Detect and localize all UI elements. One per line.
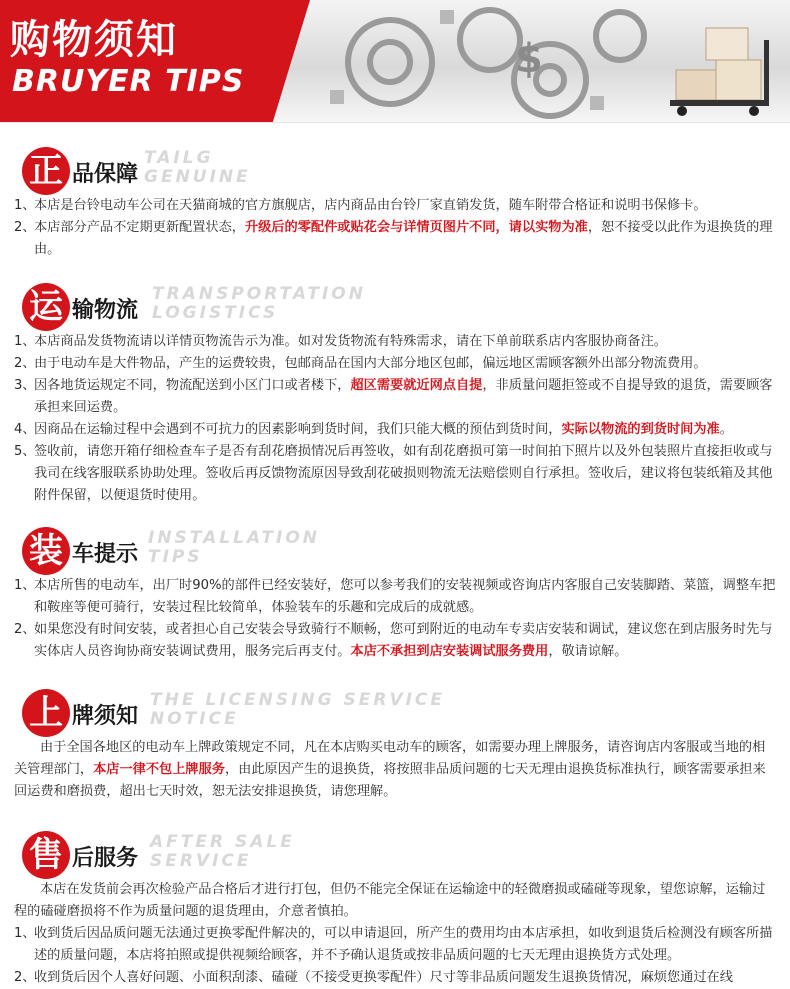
- item-text: 因商品在运输过程中会遇到不可抗力的因素影响到货时间，我们只能大概的预估到货时间，: [34, 422, 562, 437]
- list-item: [14, 923, 776, 967]
- item-number: 5、: [14, 444, 36, 459]
- item-text: ，非质量问题拒签或不自提导致的退货，需要顾客承担来回运费。: [34, 378, 773, 415]
- section-title: 车提示: [72, 542, 139, 567]
- item-text: 收到货后因个人喜好问题、小面积刮漆、磕碰（不接受更换零配件）尺寸等非品质问题发生退换货情况，麻烦您通过在线: [34, 970, 733, 985]
- item-text: 签收前，请您开箱仔细检查车子是否有刮花磨损情况后再签收，如有刮花磨损可第一时间拍下照片以及外包装照片直接拒收或与我司在线客服联系协助处理。签收后再反馈物流原因导致刮花破损则物流无法赔偿则自行承担。签收后，建议将包装纸箱及其他附件保留，以便退货时使用。: [34, 444, 773, 503]
- cart-boxes-illustration: [666, 10, 776, 120]
- item-text: 因各地货运规定不同，物流配送到小区门口或者楼下，: [34, 378, 351, 393]
- gears-illustration: [300, 0, 680, 122]
- watermark-line: TAILG: [144, 148, 214, 168]
- item-text: 由于电动车是大件物品，产生的运费较贵，包邮商品在国内大部分地区包邮，偏远地区需顾客额外出部分物流费用。: [34, 356, 707, 371]
- section-header: [14, 823, 776, 879]
- list-item: [14, 619, 776, 663]
- item-text: 本店部分产品不定期更新配置状态，: [34, 220, 245, 235]
- section-header: [14, 681, 776, 737]
- item-text: ，恕不接受以此作为退换货的理由。: [34, 220, 773, 257]
- item-text: 本店商品发货物流请以详情页物流告示为准。如对发货物流有特殊需求，请在下单前联系店内客服协商备注。: [34, 334, 667, 349]
- section-3: [0, 681, 790, 803]
- list-item: [14, 419, 776, 441]
- section-title: 输物流: [72, 298, 139, 323]
- section-items: [14, 331, 776, 507]
- svg-text:$: $: [515, 36, 543, 82]
- item-number: 2、: [14, 356, 36, 371]
- watermark-line: NOTICE: [150, 709, 239, 729]
- watermark-line: INSTALLATION: [148, 528, 321, 548]
- item-number: 1、: [14, 334, 36, 349]
- item-number: 1、: [14, 578, 36, 593]
- item-text: 。: [719, 422, 733, 437]
- section-badge: 装: [22, 527, 70, 575]
- section-header: [14, 275, 776, 331]
- section-items: [14, 879, 776, 989]
- section-header: [14, 519, 776, 575]
- item-number: 2、: [14, 220, 36, 235]
- highlight-text: 本店不承担到店安装调试服务费用: [350, 644, 549, 659]
- item-text: 本店所售的电动车，出厂时90%的部件已经安装好，您可以参考我们的安装视频或咨询店内客服自己安装脚踏、菜篮，调整车把和鞍座等便可骑行，安装过程比较简单，体验装车的乐趣和完成后的成就感。: [34, 578, 776, 615]
- section-0: [0, 139, 790, 261]
- list-item: [14, 737, 776, 803]
- item-text: ，敬请谅解。: [548, 644, 628, 659]
- watermark-line: TRANSPORTATION: [152, 284, 366, 304]
- list-item: [14, 967, 776, 989]
- item-number: 2、: [14, 622, 36, 637]
- list-item: [14, 195, 776, 217]
- watermark-line: THE LICENSING SERVICE: [150, 690, 446, 710]
- item-text: ，由此原因产生的退换货，将按照非品质问题的七天无理由退换货标准执行，顾客需要承担来回运费和磨损费，超出七天时效，恕无法安排退换货，请您理解。: [14, 762, 766, 799]
- section-title: 牌须知: [72, 704, 139, 729]
- section-title: 后服务: [72, 846, 139, 871]
- item-number: 1、: [14, 926, 36, 941]
- list-item: [14, 575, 776, 619]
- section-english-watermark: [150, 691, 445, 729]
- item-number: 3、: [14, 378, 36, 393]
- highlight-text: 超区需要就近网点自提: [350, 378, 483, 393]
- list-item: [14, 353, 776, 375]
- section-english-watermark: [148, 529, 320, 567]
- banner-title-en: BRUYER TIPS: [12, 64, 245, 99]
- section-items: [14, 195, 776, 261]
- banner-title-cn: 购物须知: [10, 17, 178, 63]
- item-text: 由于全国各地区的电动车上牌政策规定不同，凡在本店购买电动车的顾客，如需要办理上牌服务，请咨询店内客服或当地的相关管理部门，: [14, 740, 766, 777]
- section-badge: 正: [22, 147, 70, 195]
- item-number: 4、: [14, 422, 36, 437]
- section-badge: 运: [22, 283, 70, 331]
- highlight-text: 升级后的零配件或贴花会与详情页图片不同，请以实物为准: [245, 220, 588, 235]
- section-header: [14, 139, 776, 195]
- list-item: [14, 441, 776, 507]
- item-text: 如果您没有时间安装，或者担心自己安装会导致骑行不顺畅，您可到附近的电动车专卖店安装和调试，建议您在到店服务时先与实体店人员咨询协商安装调试费用，服务完后再支付。: [34, 622, 773, 659]
- list-item: [14, 217, 776, 261]
- section-english-watermark: [150, 833, 295, 871]
- list-item: [14, 375, 776, 419]
- section-badge: 上: [22, 689, 70, 737]
- item-number: 2、: [14, 970, 36, 985]
- watermark-line: SERVICE: [150, 851, 252, 871]
- section-items: [14, 575, 776, 663]
- header-banner: [0, 0, 790, 123]
- watermark-line: AFTER SALE: [150, 832, 295, 852]
- watermark-line: TIPS: [148, 547, 203, 567]
- section-badge: 售: [22, 831, 70, 879]
- item-text: 本店是台铃电动车公司在天猫商城的官方旗舰店，店内商品由台铃厂家直销发货，随车附带合格证和说明书保修卡。: [34, 198, 707, 213]
- highlight-text: 本店一律不包上牌服务: [93, 762, 225, 777]
- item-number: 1、: [14, 198, 36, 213]
- highlight-text: 实际以物流的到货时间为准: [561, 422, 720, 437]
- section-items: [14, 737, 776, 803]
- section-title: 品保障: [72, 162, 139, 187]
- section-2: [0, 519, 790, 663]
- list-item: [14, 879, 776, 923]
- section-4: [0, 823, 790, 989]
- item-text: 收到货后因品质问题无法通过更换零配件解决的，可以申请退回，所产生的费用均由本店承担，如收到退货后检测没有顾客所描述的质量问题，本店将拍照或提供视频给顾客，并不予确认退货或按非品质问题的七天无理由退换货方式处理。: [34, 926, 773, 963]
- item-text: 本店在发货前会再次检验产品合格后才进行打包，但仍不能完全保证在运输途中的轻微磨损或磕碰等现象，望您谅解，运输过程的磕碰磨损将不作为质量问题的退货理由，介意者慎拍。: [14, 882, 766, 919]
- watermark-line: LOGISTICS: [152, 303, 279, 323]
- section-english-watermark: [144, 149, 251, 187]
- list-item: [14, 331, 776, 353]
- section-english-watermark: [152, 285, 366, 323]
- watermark-line: GENUINE: [144, 167, 251, 187]
- section-1: [0, 275, 790, 507]
